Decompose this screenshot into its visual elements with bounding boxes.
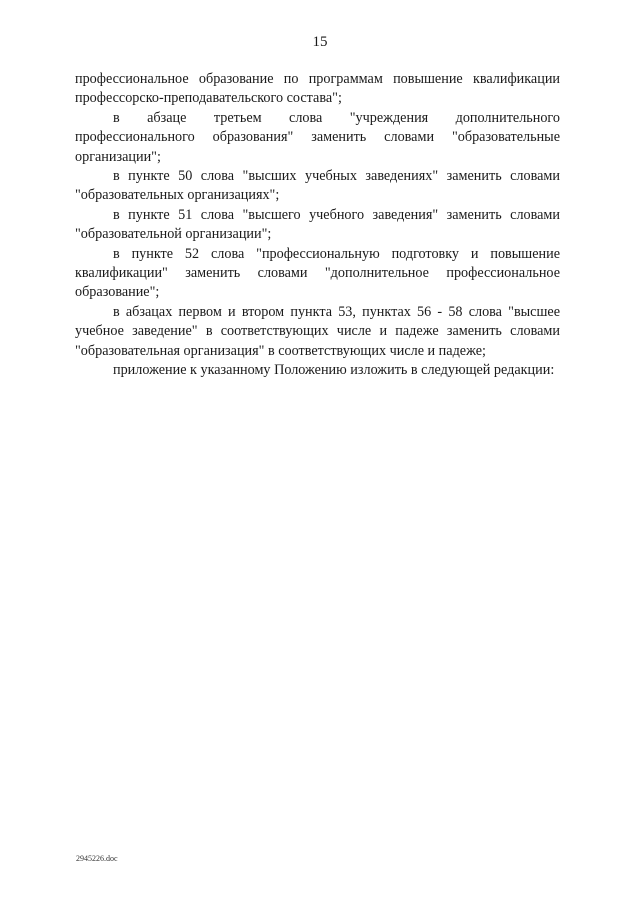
paragraph-prilozhenie: приложение к указанному Положению изложить в следующей редакции: <box>113 362 555 379</box>
paragraph-abzac-tretiy: в абзаце третьем слова "учреждения дополнительного профессионального образования" заменить словами "образовательные организации"; <box>75 109 560 165</box>
paragraph-punkt-51: в пункте 51 слова "высшего учебного заведения" заменить словами "образовательной организации"; <box>75 206 560 243</box>
paragraph-punkt-52: в пункте 52 слова "профессиональную подготовку и повышение квалификации" заменить словами "дополнительное профессиональное образование"; <box>75 245 560 301</box>
page-number: 15 <box>312 34 328 50</box>
paragraph-continuation: профессиональное образование по программам повышение квалификации профессорско-преподавательского состава"; <box>75 71 560 107</box>
paragraph-punkt-53-58: в абзацах первом и втором пункта 53, пунктах 56 - 58 слова "высшее учебное заведение" в соответствующих числе и падеже заменить словами "образовательная организация" в соответствующих числе и падеже; <box>75 303 560 359</box>
document-body <box>75 70 560 381</box>
paragraph-punkt-50: в пункте 50 слова "высших учебных заведениях" заменить словами "образовательных организациях"; <box>75 168 560 204</box>
footer-doc-code: 2945226.doc <box>76 854 118 863</box>
